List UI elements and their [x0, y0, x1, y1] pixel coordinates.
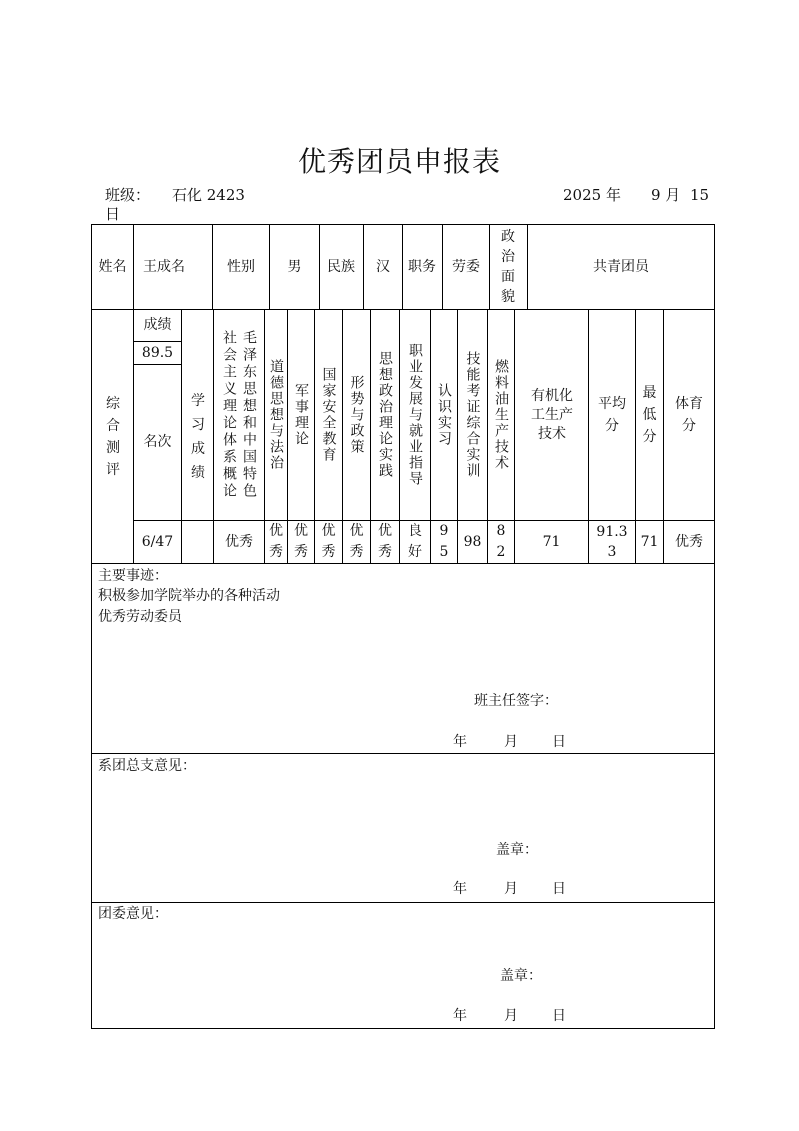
course-grade: 优秀 — [321, 523, 336, 560]
course-name: 国家安全教育 — [320, 367, 337, 463]
deeds-label: 主要事迹： — [98, 568, 168, 584]
course-name: 有机化工生产技术 — [531, 387, 573, 442]
political-value: 共青团员 — [593, 258, 649, 275]
score-value: 89.5 — [141, 344, 174, 361]
date-day-number: 15 — [690, 186, 710, 204]
course-grade: 优秀 — [675, 533, 703, 550]
table-line — [319, 224, 320, 310]
committee-date-month: 月 — [504, 1008, 518, 1024]
table-line — [91, 753, 715, 754]
table-line — [91, 224, 92, 1029]
date-month: 9 月 — [651, 186, 681, 204]
course-grade: 优秀 — [269, 523, 283, 560]
course-grade: 优秀 — [378, 523, 392, 560]
committee-opinion-label: 团委意见： — [98, 906, 168, 922]
deeds-line: 优秀劳动委员 — [98, 609, 182, 625]
course-header — [400, 310, 430, 520]
course-grade: 71 — [640, 533, 659, 550]
course-grade: 98 — [463, 533, 482, 550]
class-label: 班级： — [105, 186, 151, 204]
political-label: 政治面貌 — [501, 229, 515, 305]
course-header — [371, 310, 399, 520]
name-value: 王成名 — [143, 258, 185, 275]
branch-date-day: 日 — [552, 881, 566, 897]
course-name: 道德思想与法治 — [268, 359, 284, 471]
table-line — [714, 224, 715, 1029]
course-header — [458, 310, 487, 520]
evaluation-label: 综合测评 — [106, 395, 120, 478]
committee-date-year: 年 — [453, 1008, 467, 1024]
table-line — [489, 224, 490, 310]
course-name: 技能考证综合实训 — [464, 351, 481, 479]
committee-seal-label: 盖章： — [500, 968, 542, 984]
course-grade: 95 — [439, 523, 449, 560]
course-grade: 82 — [496, 523, 506, 560]
ethnic-value: 汉 — [376, 258, 390, 275]
course-name: 职业发展与就业指导 — [407, 343, 423, 487]
table-line — [91, 563, 715, 564]
deeds-date-day: 日 — [552, 734, 566, 750]
gender-label: 性别 — [227, 258, 255, 275]
score-label: 成绩 — [143, 317, 172, 333]
course-header — [214, 310, 264, 520]
branch-opinion-label: 系团总支意见： — [98, 758, 196, 774]
course-grade: 良好 — [408, 523, 422, 560]
course-grade: 优秀 — [225, 533, 253, 550]
course-grade: 71 — [542, 533, 561, 550]
deeds-date-month: 月 — [504, 734, 518, 750]
study-label: 学习成绩 — [191, 392, 205, 481]
date-year: 2025 年 — [563, 186, 621, 204]
course-name: 思想政治理论实践 — [377, 351, 393, 479]
date-day-char: 日 — [105, 205, 121, 223]
deeds-line: 积极参加学院举办的各种活动 — [98, 588, 280, 604]
post-label: 职务 — [408, 259, 436, 275]
table-line — [402, 224, 403, 310]
name-label: 姓名 — [98, 258, 127, 275]
table-line — [91, 1028, 715, 1029]
course-grade: 91.33 — [596, 524, 628, 560]
branch-seal-label: 盖章： — [496, 842, 538, 858]
course-name: 平均分 — [598, 396, 626, 434]
table-line — [91, 902, 715, 903]
course-header — [431, 310, 457, 520]
table-line — [181, 309, 182, 563]
course-header — [488, 310, 514, 520]
deeds-date-year: 年 — [453, 734, 467, 750]
rank-label: 名次 — [143, 434, 172, 450]
branch-date-year: 年 — [453, 881, 467, 897]
class-value: 石化 2423 — [172, 186, 245, 204]
ethnic-label: 民族 — [327, 259, 355, 275]
course-header — [343, 310, 370, 520]
course-grade: 优秀 — [349, 523, 364, 560]
course-name: 认识实习 — [436, 383, 452, 447]
course-name: 体育分 — [675, 396, 703, 434]
branch-date-month: 月 — [504, 881, 518, 897]
course-header — [315, 310, 342, 520]
teacher-signature-label: 班主任签字： — [474, 693, 558, 709]
page-title: 优秀团员申报表 — [297, 145, 501, 178]
course-name: 最低分 — [642, 385, 657, 445]
course-grade: 优秀 — [294, 523, 308, 560]
course-header — [288, 310, 314, 520]
course-name: 军事理论 — [293, 383, 309, 447]
course-header — [265, 310, 287, 520]
course-name: 毛泽东思想和中国特色 社会主义理论体系概论 — [221, 330, 257, 500]
course-name: 形势与政策 — [348, 375, 365, 455]
course-name: 燃料油生产技术 — [493, 359, 509, 471]
rank-value: 6/47 — [141, 533, 174, 550]
post-value: 劳委 — [452, 258, 480, 275]
committee-date-day: 日 — [552, 1008, 566, 1024]
gender-value: 男 — [287, 258, 302, 275]
